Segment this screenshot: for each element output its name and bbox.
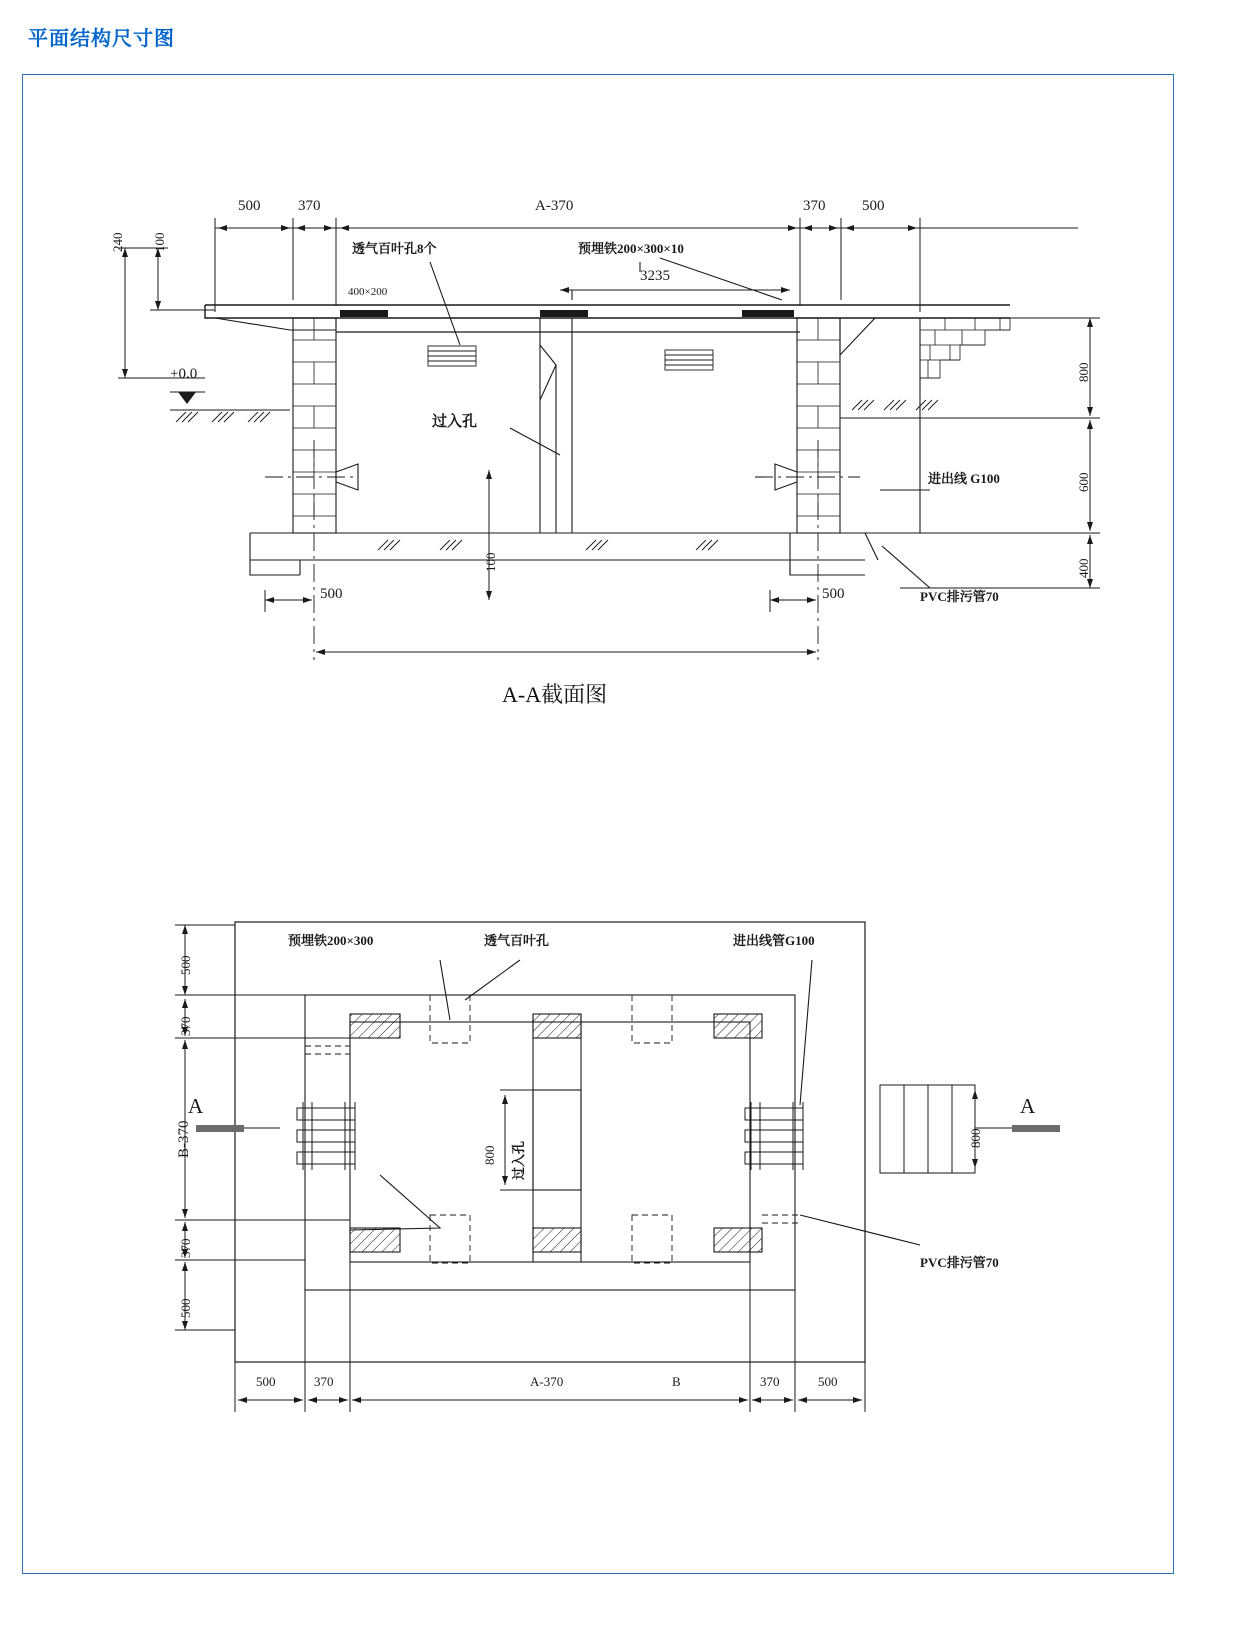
plan-dim-left-500-top: 500 xyxy=(178,955,193,975)
plan-dim-bottom-a370: A-370 xyxy=(530,1374,564,1389)
label-vent-holes: 透气百叶孔8个 xyxy=(352,241,437,256)
dim-top-a370: A-370 xyxy=(535,198,574,214)
plan-dim-step-800: 800 xyxy=(968,1128,983,1148)
dim-top-370-right: 370 xyxy=(803,198,826,214)
dim-800-right: 800 xyxy=(1076,362,1091,382)
plan-dim-left-500-bottom: 500 xyxy=(178,1298,193,1318)
section-caption: A-A截面图 xyxy=(502,682,608,707)
dim-240: 240 xyxy=(110,232,125,252)
plan-dim-manhole-800: 800 xyxy=(482,1145,497,1165)
plan-dim-bottom-370-right: 370 xyxy=(760,1374,780,1389)
plan-dim-bottom-b: B xyxy=(672,1374,681,1389)
dim-top-370-left: 370 xyxy=(298,198,321,214)
plan-label-manhole: 过入孔 xyxy=(511,1140,526,1180)
label-ground-level: +0.0 xyxy=(170,366,198,382)
dim-3235: 3235 xyxy=(640,268,670,284)
dim-bottom-500-right: 500 xyxy=(822,586,845,602)
label-vent-size: 400×200 xyxy=(348,286,388,298)
plan-label-embed-iron: 预埋铁200×300 xyxy=(288,933,374,948)
dim-bottom-500-left: 500 xyxy=(320,586,343,602)
section-mark-left xyxy=(196,1125,244,1132)
section-mark-label-right: A xyxy=(1020,1094,1036,1118)
plan-dim-left-370-bottom: 370 xyxy=(178,1238,193,1258)
plan-dim-bottom-370-left: 370 xyxy=(314,1374,334,1389)
label-in-out-line: 进出线 G100 xyxy=(928,471,1000,486)
plan-label-vent: 透气百叶孔 xyxy=(484,933,550,948)
plan-dim-left-b370: B-370 xyxy=(176,1120,192,1158)
dim-top-500-right: 500 xyxy=(862,198,885,214)
page-title: 平面结构尺寸图 xyxy=(28,28,175,50)
plan-label-conduit: 进出线管G100 xyxy=(733,933,815,948)
dim-600-right: 600 xyxy=(1076,472,1091,492)
label-embed-iron: 预埋铁200×300×10 xyxy=(578,241,684,256)
plan-dim-bottom-500-right: 500 xyxy=(818,1374,838,1389)
label-manhole-section: 过入孔 xyxy=(432,414,478,430)
section-mark-right xyxy=(1012,1125,1060,1132)
dim-top-500-left: 500 xyxy=(238,198,261,214)
dim-bottom-100: 100 xyxy=(483,552,498,572)
plan-dim-bottom-500-left: 500 xyxy=(256,1374,276,1389)
label-pvc-pipe-section: PVC排污管70 xyxy=(920,589,999,604)
section-mark-label-left: A xyxy=(188,1094,204,1118)
plan-label-pvc: PVC排污管70 xyxy=(920,1255,999,1270)
plan-dim-left-370-top: 370 xyxy=(178,1016,193,1036)
dim-400-right: 400 xyxy=(1076,558,1091,578)
dim-100-left: 100 xyxy=(152,232,167,252)
